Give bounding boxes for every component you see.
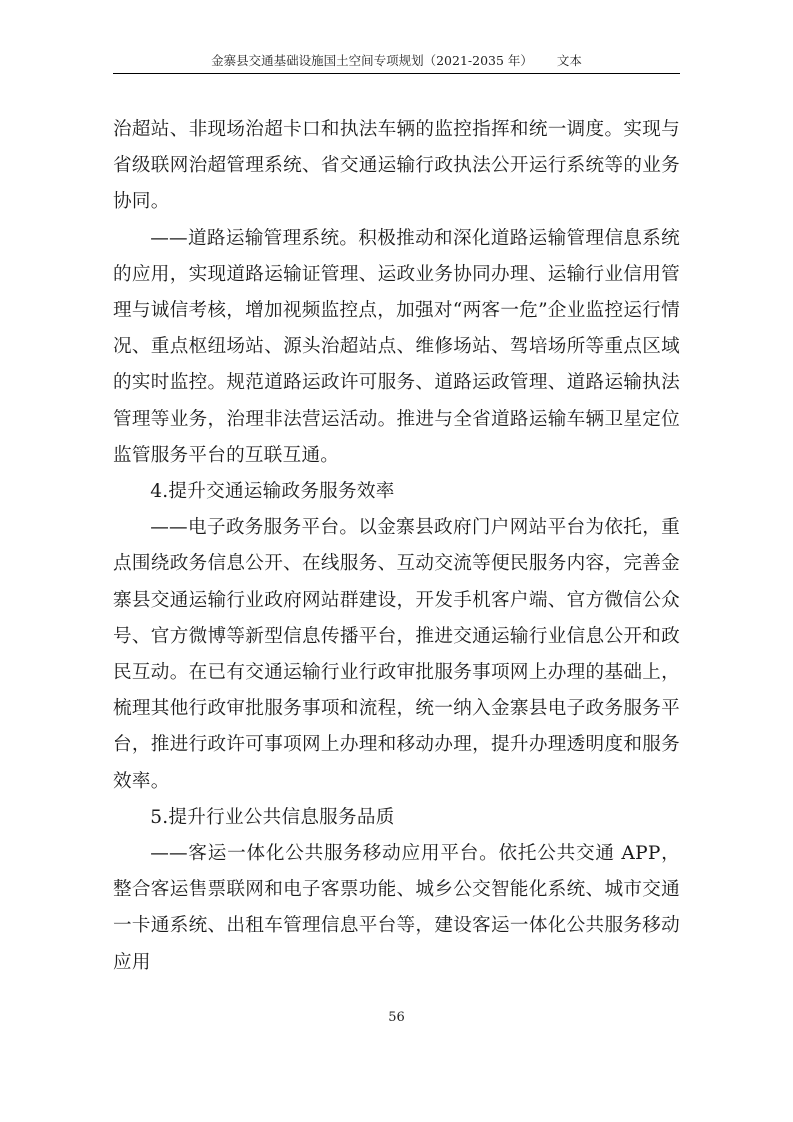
- paragraph-e-government-platform: ——电子政务服务平台。以金寨县政府门户网站平台为依托，重点围绕政务信息公开、在线服务、互动交流等便民服务内容，完善金寨县交通运输行业政府网站群建设，开发手机客户端、官方微信公众号、官方微博等新型信息传播平台，推进交通运输行业信息公开和政民互动。在已有交通运输行业行政审批服务事项网上办理的基础上，梳理其他行政审批服务事项和流程，统一纳入金寨县电子政务服务平台，推进行政许可事项网上办理和移动办理，提升办理透明度和服务效率。: [113, 517, 680, 792]
- section-heading-5: 5.提升行业公共信息服务品质: [150, 806, 395, 828]
- paragraph-road-transport-system: ——道路运输管理系统。积极推动和深化道路运输管理信息系统的应用，实现道路运输证管理、运政业务协同办理、运输行业信用管理与诚信考核，增加视频监控点，加强对“两客一危”企业监控运行情况、重点枢纽场站、源头治超站点、维修场站、驾培场所等重点区域的实时监控。规范道路运政许可服务、道路运政管理、道路运输执法管理等业务，治理非法营运活动。推进与全省道路运输车辆卫星定位监管服务平台的互联互通。: [113, 227, 680, 466]
- header-divider: [113, 73, 680, 74]
- paragraph-passenger-transport-app: ——客运一体化公共服务移动应用平台。依托公共交通 APP，整合客运售票联网和电子客票功能、城乡公交智能化系统、城市交通一卡通系统、出租车管理信息平台等，建设客运一体化公共服务移动应用: [113, 843, 680, 973]
- paragraph-continuation: 治超站、非现场治超卡口和执法车辆的监控指挥和统一调度。实现与省级联网治超管理系统、省交通运输行政执法公开运行系统等的业务协同。: [113, 119, 680, 213]
- page-number: 56: [388, 1010, 405, 1025]
- header-title: 金寨县交通基础设施国土空间专项规划（2021-2035 年）: [211, 53, 533, 68]
- section-heading-4: 4.提升交通运输政务服务效率: [150, 481, 395, 503]
- page-header: [113, 50, 680, 72]
- document-body: [113, 112, 680, 981]
- header-doc-type: 文本: [556, 53, 582, 68]
